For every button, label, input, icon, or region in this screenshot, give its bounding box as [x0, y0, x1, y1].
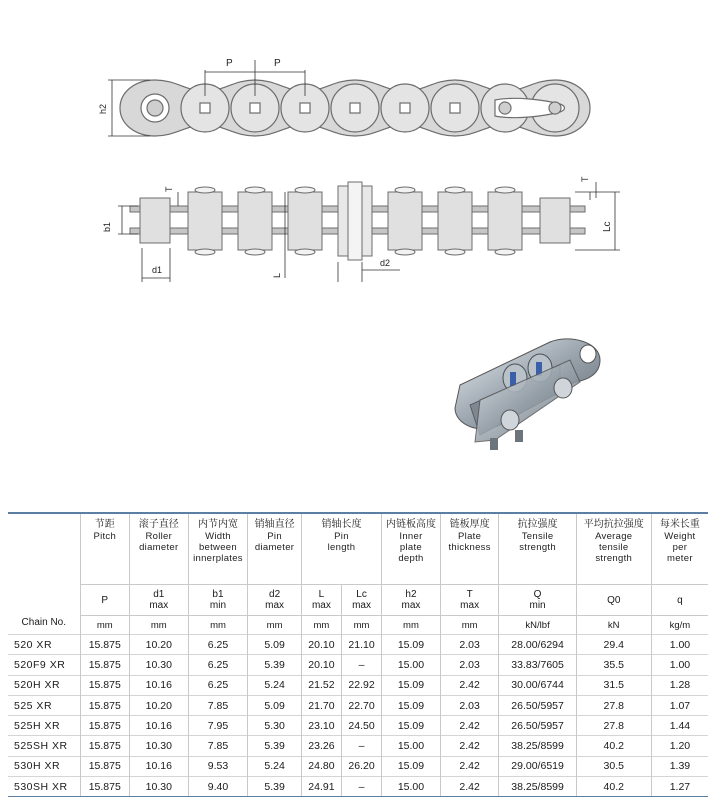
table-row [8, 777, 708, 797]
pitch-label-right: P [274, 58, 281, 69]
table-cell: 28.00/6294 [499, 635, 576, 655]
chain-drawing [0, 0, 709, 300]
table-cell: 6.25 [188, 675, 248, 695]
table-cell: 5.24 [248, 675, 302, 695]
table-cell: 40.2 [576, 777, 651, 797]
table-cell: 15.09 [382, 635, 441, 655]
table-cell: 10.16 [129, 756, 188, 776]
lc-label: Lc [602, 221, 613, 232]
chain-no-header: Chain No. [8, 513, 80, 635]
unit-cell: mm [301, 616, 341, 635]
table-cell: 29.4 [576, 635, 651, 655]
table-cell: 1.39 [651, 756, 708, 776]
chain-top-view [130, 182, 585, 260]
symbol-cell: h2 max [382, 585, 441, 616]
unit-cell: kN [576, 616, 651, 635]
table-cell: 33.83/7605 [499, 655, 576, 675]
table-cell: 29.00/6519 [499, 756, 576, 776]
table-cell: 15.875 [80, 756, 129, 776]
chain-model-cell: 520 XR [8, 635, 80, 655]
table-row [8, 655, 708, 675]
table-cell: 2.42 [440, 675, 499, 695]
symbol-cell: P [80, 585, 129, 616]
table-cell: 15.09 [382, 675, 441, 695]
unit-cell: mm [129, 616, 188, 635]
chain-model-cell: 525H XR [8, 716, 80, 736]
table-cell: 1.07 [651, 695, 708, 715]
table-cell: 7.95 [188, 716, 248, 736]
chain-model-cell: 525SH XR [8, 736, 80, 756]
table-cell: 1.20 [651, 736, 708, 756]
table-cell: 15.09 [382, 716, 441, 736]
table-cell: 2.42 [440, 756, 499, 776]
table-cell: 31.5 [576, 675, 651, 695]
table-cell: 2.03 [440, 695, 499, 715]
col-header-pin-length: 销轴长度 Pin length [301, 513, 381, 585]
col-header-pitch: 节距 Pitch [80, 513, 129, 585]
table-row [8, 675, 708, 695]
t-label-right: T [580, 176, 590, 182]
table-cell: 10.16 [129, 716, 188, 736]
table-cell: 15.00 [382, 777, 441, 797]
symbol-cell: Q min [499, 585, 576, 616]
table-cell: 2.42 [440, 736, 499, 756]
table-cell: 5.30 [248, 716, 302, 736]
table-cell: 15.875 [80, 695, 129, 715]
table-cell: 26.20 [341, 756, 381, 776]
table-cell: 1.27 [651, 777, 708, 797]
table-cell: 15.00 [382, 736, 441, 756]
col-header-weight: 每米长重 Weight per meter [651, 513, 708, 585]
col-header-average-tensile: 平均抗拉强度 Average tensile strength [576, 513, 651, 585]
table-cell: 22.92 [341, 675, 381, 695]
col-header-roller-diameter: 滚子直径 Roller diameter [129, 513, 188, 585]
symbol-cell: q [651, 585, 708, 616]
table-cell: 26.50/5957 [499, 716, 576, 736]
table-cell: 38.25/8599 [499, 736, 576, 756]
table-cell: 7.85 [188, 695, 248, 715]
table-cell: 1.00 [651, 655, 708, 675]
table-row [8, 736, 708, 756]
table-cell: 24.50 [341, 716, 381, 736]
table-cell: – [341, 777, 381, 797]
table-cell: 23.10 [301, 716, 341, 736]
table-cell: 21.10 [341, 635, 381, 655]
pitch-label-left: P [226, 58, 233, 69]
table-cell: 24.80 [301, 756, 341, 776]
unit-cell: kg/m [651, 616, 708, 635]
table-cell: 2.03 [440, 635, 499, 655]
spec-table [8, 512, 708, 797]
table-cell: 5.39 [248, 777, 302, 797]
table-cell: 10.16 [129, 675, 188, 695]
table-cell: 6.25 [188, 655, 248, 675]
table-cell: 20.10 [301, 655, 341, 675]
l-label: L [272, 272, 282, 278]
table-cell: 10.30 [129, 655, 188, 675]
table-cell: 15.875 [80, 635, 129, 655]
table-cell: 2.42 [440, 716, 499, 736]
table-cell: 38.25/8599 [499, 777, 576, 797]
unit-row [8, 616, 708, 635]
chain-model-cell: 520F9 XR [8, 655, 80, 675]
unit-cell: mm [382, 616, 441, 635]
b1-label: b1 [102, 221, 112, 232]
table-cell: 27.8 [576, 695, 651, 715]
t-label-left: T [164, 186, 174, 192]
chain-model-cell: 520H XR [8, 675, 80, 695]
table-cell: – [341, 736, 381, 756]
chain-model-cell: 530H XR [8, 756, 80, 776]
table-cell: 21.52 [301, 675, 341, 695]
table-cell: 9.53 [188, 756, 248, 776]
table-cell: 24.91 [301, 777, 341, 797]
table-cell: 22.70 [341, 695, 381, 715]
table-cell: 15.875 [80, 655, 129, 675]
table-cell: 23.26 [301, 736, 341, 756]
table-row [8, 635, 708, 655]
unit-cell: mm [80, 616, 129, 635]
table-cell: 1.28 [651, 675, 708, 695]
table-cell: 5.39 [248, 655, 302, 675]
chain-model-cell: 525 XR [8, 695, 80, 715]
chain-model-cell: 530SH XR [8, 777, 80, 797]
col-header-pin-diameter: 销轴直径 Pin diameter [248, 513, 302, 585]
table-cell: 7.85 [188, 736, 248, 756]
symbol-cell: d2 max [248, 585, 302, 616]
table-cell: 5.09 [248, 635, 302, 655]
table-row [8, 716, 708, 736]
chain-photo [440, 330, 610, 460]
h2-label: h2 [98, 103, 108, 114]
table-cell: 15.875 [80, 675, 129, 695]
table-cell: 10.20 [129, 635, 188, 655]
col-header-plate-depth: 内链板高度 Inner plate depth [382, 513, 441, 585]
symbol-row [8, 585, 708, 616]
table-cell: 15.09 [382, 695, 441, 715]
table-cell: 21.70 [301, 695, 341, 715]
table-cell: 6.25 [188, 635, 248, 655]
col-header-plate-thickness: 链板厚度 Plate thickness [440, 513, 499, 585]
table-cell: 10.30 [129, 777, 188, 797]
table-cell: 40.2 [576, 736, 651, 756]
table-cell: 5.39 [248, 736, 302, 756]
unit-cell: mm [341, 616, 381, 635]
table-cell: 35.5 [576, 655, 651, 675]
unit-cell: kN/lbf [499, 616, 576, 635]
table-cell: 20.10 [301, 635, 341, 655]
table-cell: 26.50/5957 [499, 695, 576, 715]
symbol-cell: T max [440, 585, 499, 616]
table-cell: 15.875 [80, 777, 129, 797]
table-cell: 10.20 [129, 695, 188, 715]
table-row [8, 756, 708, 776]
table-cell: 15.00 [382, 655, 441, 675]
table-cell: 15.09 [382, 756, 441, 776]
table-cell: 2.03 [440, 655, 499, 675]
table-cell: 1.00 [651, 635, 708, 655]
table-cell: 9.40 [188, 777, 248, 797]
table-cell: 2.42 [440, 777, 499, 797]
d2-label: d2 [380, 258, 391, 268]
table-cell: – [341, 655, 381, 675]
col-header-inner-width: 内节内宽 Width between innerplates [188, 513, 248, 585]
table-cell: 30.00/6744 [499, 675, 576, 695]
symbol-cell: d1 max [129, 585, 188, 616]
table-cell: 1.44 [651, 716, 708, 736]
table-cell: 10.30 [129, 736, 188, 756]
symbol-cell: Q0 [576, 585, 651, 616]
col-header-tensile-strength: 抗拉强度 Tensile strength [499, 513, 576, 585]
symbol-cell: L max [301, 585, 341, 616]
chain-side-view [120, 80, 590, 136]
table-cell: 30.5 [576, 756, 651, 776]
table-cell: 15.875 [80, 716, 129, 736]
table-cell: 15.875 [80, 736, 129, 756]
d1-label: d1 [152, 265, 163, 275]
table-cell: 5.24 [248, 756, 302, 776]
table-row [8, 695, 708, 715]
table-cell: 27.8 [576, 716, 651, 736]
symbol-cell: b1 min [188, 585, 248, 616]
table-cell: 5.09 [248, 695, 302, 715]
unit-cell: mm [188, 616, 248, 635]
symbol-cell: Lc max [341, 585, 381, 616]
unit-cell: mm [440, 616, 499, 635]
unit-cell: mm [248, 616, 302, 635]
